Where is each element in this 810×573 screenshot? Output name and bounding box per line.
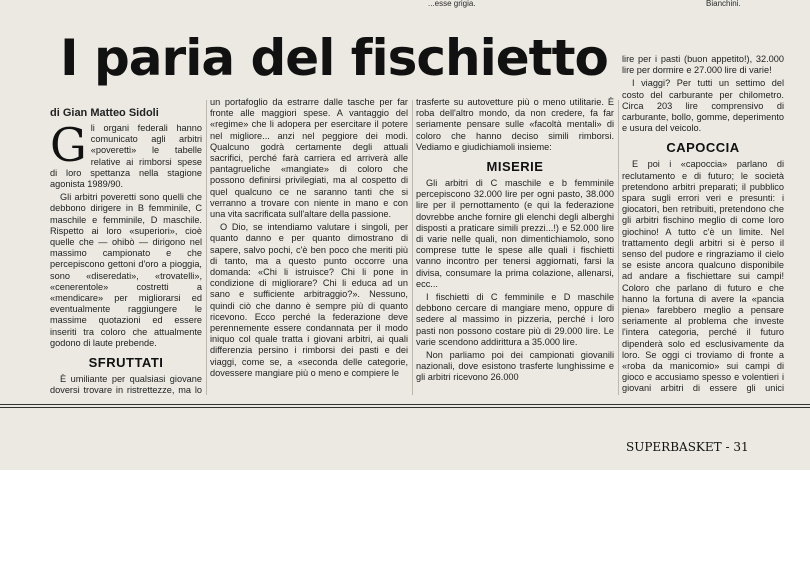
article-column-1 [50, 123, 202, 395]
paragraph: Non parliamo poi dei campionati giovanili nazionali, dove esistono trasferte lunghissime e gli arbitri ricevono 26.000 [416, 350, 614, 383]
page-footer: SUPERBASKET - 31 [626, 440, 749, 454]
paragraph: E poi i «capoccia» parlano di reclutamento e di futuro; le società pretendono arbitri preparati; il pubblico spara sugli errori veri e presunti: i giocatori, ben retribuiti, pretendono che gli arbitri fischino meglio di come loro giochino! A tutto c'è un limite. Nel trattamento degli arbitri si è perso il senso del pudore e ringraziamo il cielo se esiste ancora qualcuno disponibile ad andare a fischiettare sui campi! Coloro che parlano di futuro e che hanno la fortuna di avere la «pancia piena» farebbero meglio a pensare seriamente al problema che investe l'intera categoria, perché il futuro dipenderà solo ed esclusivamente da loro. Se oggi ci troviamo di fronte a «roba da manicomio» sui campi di gioco e accusiamo spesso e volentieri i giovani arbitri di essere gli unici [622, 159, 784, 394]
paragraph [50, 123, 202, 190]
paragraph: trasferte su autovetture più o meno utilitarie. È roba dell'altro mondo, da non credere, fa far seriamente pensare sulle «facoltà mentali» di coloro che hanno deciso simili rimborsi. Vediamo e giudichiamoli insieme: [416, 97, 614, 152]
article-title: I paria del fischietto [60, 29, 608, 87]
column-divider [206, 100, 207, 395]
section-heading: MISERIE [486, 159, 544, 175]
section-heading: CAPOCCIA [666, 140, 740, 156]
paragraph: I fischietti di C femminile e D maschile debbono cercare di mangiare meno, oppure di sedere al massimo in pizzeria, perché i loro pasti non possono costare più di 29.000 lire. Le varie scendono addirittura a 35.000 lire. [416, 292, 614, 347]
paragraph: I viaggi? Per tutti un settimo del costo del carburante per chilometro. Circa 203 lire comprensivo di carburante, bollo, gomme, deperimento e usura del veicolo. [622, 78, 784, 134]
previous-author-fragment: Bianchini. [706, 0, 741, 8]
column-divider [618, 100, 619, 395]
article-column-3 [416, 97, 614, 395]
footer-rule [0, 404, 810, 405]
article-column-4 [622, 54, 784, 395]
column-divider [412, 100, 413, 395]
paragraph: Gli arbitri poveretti sono quelli che debbono dirigere in B femminile, C maschile e femminile, D maschile. Rispetto ai loro «superiori», cioè quelle che — ohibò — dirigono nel massimo campionato e che percepiscono gettoni d'oro a pioggia, sono «diseredati», «trovatelli», «cenerentole» costretti a «mendicare» per migliorarsi ed eventualmente raggiungere le massime quotazioni ed essere inseriti tra coloro che attualmente godono di laute prebende. [50, 192, 202, 348]
section-heading: SFRUTTATI [88, 355, 164, 371]
drop-cap: G [50, 123, 87, 172]
article-column-2 [210, 97, 408, 395]
paragraph: un portafoglio da estrarre dalle tasche per far fronte alle maggiori spese. A vantaggio del «regime» che li adopera per esercitare il potere nel migliore... anzi nel peggiore dei modi. Qualcuno godrà certamente degli attuali sacrifici, perché farà carriera ed arriverà alle pantagrueliche «mangiate» di coloro che possono definirsi privilegiati, ma al cospetto di quel qualcuno ce ne saranno tanti che si verranno a trovare con niente in mano e con una vita sacrificata sull'altare della passione. [210, 97, 408, 220]
previous-text-fragment: ...esse grigia. [428, 0, 476, 8]
paragraph: Gli arbitri di C maschile e b femminile percepiscono 32.000 lire per ogni pasto, 38.000 lire per il pernottamento (e qui la federazione dovrebbe anche fornire gli elenchi degli alberghi disposti a praticare simili prezzi...!) e 52.000 lire di varie nelle quali, non dimentichiamolo, sono comprese tutte le spese alle quali i fischietti vanno incontro per tenersi aggiornati, farsi la divisa, consumare la prima colazione, allenarsi, ecc... [416, 178, 614, 289]
paragraph: O Dio, se intendiamo valutare i singoli, per quanto danno e per quanto dimostrano di sapere, salvo pochi, c'è ben poco che meriti più di tanto, ma a questo punto occorre una domanda: «Chi li istruisce? Chi li pone in condizione di migliorare? Chi li educa ad un sano e sufficiente arbitraggio?». Nessuno, quindi ciò che danno è sempre più di quanto ricevono. Ecco perché la federazione deve perennemente essere condannata per il modo iniquo col quale tratta i giovani arbitri, ai quali differenzia persino i rimborsi dei pasti e dei viaggi, come se, a «seconda delle categorie, dovessere mangiare più o meno e compiere le [210, 222, 408, 378]
paragraph: È umiliante per qualsiasi giovane doversi trovare in ristrettezze, ma lo [50, 374, 202, 395]
footer-rule [0, 407, 810, 408]
previous-article-strip [0, 0, 810, 9]
paragraph: lire per i pasti (buon appetito!), 32.000 lire per dormire e 27.000 lire di varie! [622, 54, 784, 76]
paragraph-text: li organi federali hanno comunicato agli arbitri «poveretti» le tabelle relative ai rimborsi spese di loro spettanza nella stagione agonista 1989/90. [50, 123, 202, 190]
article-byline: di Gian Matteo Sidoli [50, 107, 159, 119]
